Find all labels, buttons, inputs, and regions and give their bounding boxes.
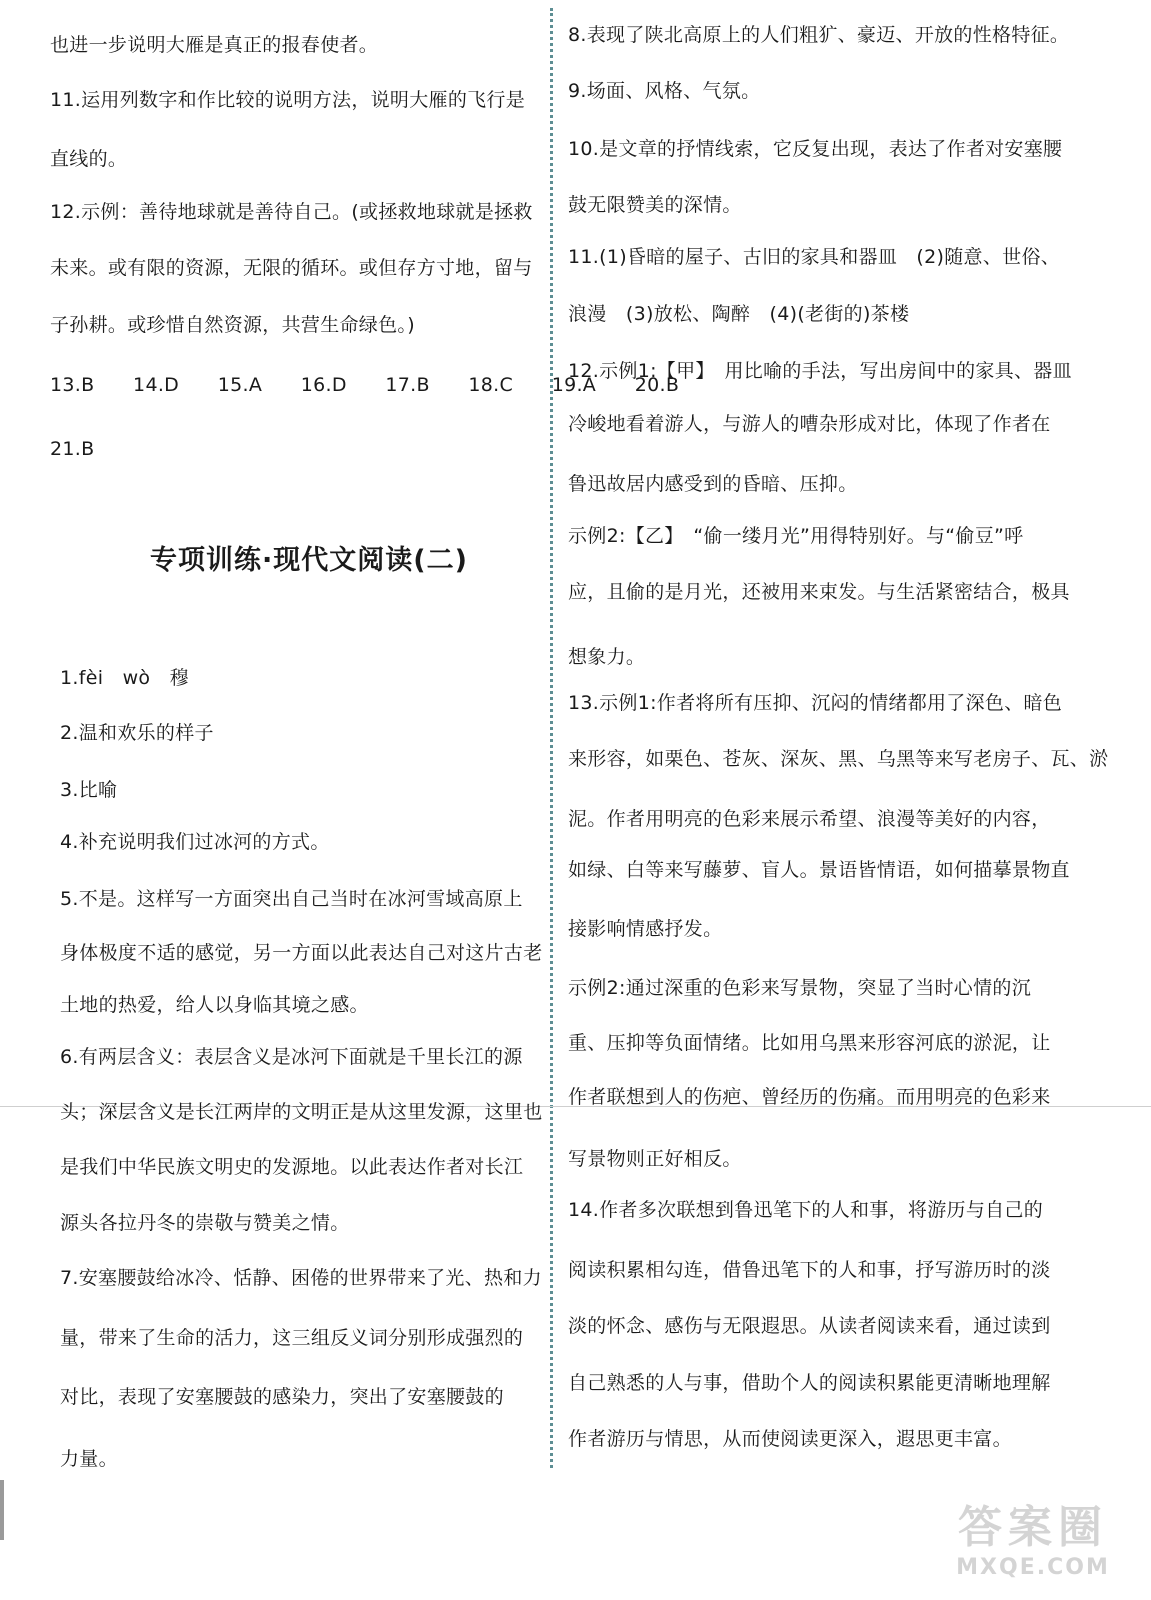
text-line: 7.安塞腰鼓给冰冷、恬静、困倦的世界带来了光、热和力	[60, 1267, 542, 1289]
text-line: 11.运用列数字和作比较的说明方法，说明大雁的飞行是	[50, 89, 526, 111]
text-line: 阅读积累相勾连，借鲁迅笔下的人和事，抒写游历时的淡	[568, 1259, 1051, 1281]
text-line: 应，且偷的是月光，还被用来束发。与生活紧密结合，极具	[568, 581, 1070, 603]
text-line: 冷峻地看着游人，与游人的嘈杂形成对比，体现了作者在	[568, 413, 1051, 435]
text-line: 未来。或有限的资源，无限的循环。或但存方寸地，留与	[50, 257, 533, 279]
text-line: 淡的怀念、感伤与无限遐思。从读者阅读来看，通过读到	[568, 1315, 1051, 1337]
text-line: 浪漫 (3)放松、陶醉 (4)(老街的)茶楼	[568, 303, 910, 325]
text-line: 土地的热爱，给人以身临其境之感。	[60, 994, 369, 1016]
text-line: 量，带来了生命的活力，这三组反义词分别形成强烈的	[60, 1327, 524, 1349]
text-line: 示例2:通过深重的色彩来写景物，突显了当时心情的沉	[568, 977, 1031, 999]
text-line: 12.示例：善待地球就是善待自己。(或拯救地球就是拯救	[50, 201, 533, 223]
text-line: 子孙耕。或珍惜自然资源，共营生命绿色。)	[50, 314, 415, 336]
text-line: 也进一步说明大雁是真正的报春使者。	[50, 34, 379, 56]
text-line: 14.作者多次联想到鲁迅笔下的人和事，将游历与自己的	[568, 1199, 1044, 1221]
text-line: 身体极度不适的感觉，另一方面以此表达自己对这片古老	[60, 942, 543, 964]
text-line: 自己熟悉的人与事，借助个人的阅读积累能更清晰地理解	[568, 1372, 1051, 1394]
watermark-url: MXQE.COM	[956, 1555, 1110, 1580]
text-line: 来形容，如栗色、苍灰、深灰、黑、乌黑等来写老房子、瓦、淤	[568, 748, 1109, 770]
text-line: 10.是文章的抒情线索，它反复出现，表达了作者对安塞腰	[568, 138, 1063, 160]
text-line: 接影响情感抒发。	[568, 918, 723, 940]
text-line: 对比，表现了安塞腰鼓的感染力，突出了安塞腰鼓的	[60, 1386, 504, 1408]
text-line: 作者联想到人的伤疤、曾经历的伤痛。而用明亮的色彩来	[568, 1086, 1051, 1108]
text-line: 鼓无限赞美的深情。	[568, 194, 742, 216]
text-line: 9.场面、风格、气氛。	[568, 80, 761, 102]
section-title: 专项训练·现代文阅读(二)	[150, 545, 468, 576]
text-line: 5.不是。这样写一方面突出自己当时在冰河雪域高原上	[60, 888, 523, 910]
text-line: 示例2:【乙】 “偷一缕月光”用得特别好。与“偷豆”呼	[568, 525, 1024, 547]
text-line: 是我们中华民族文明史的发源地。以此表达作者对长江	[60, 1156, 524, 1178]
text-line: 想象力。	[568, 646, 646, 668]
text-line: 2.温和欢乐的样子	[60, 722, 214, 744]
column-divider	[550, 8, 553, 1468]
text-line: 重、压抑等负面情绪。比如用乌黑来形容河底的淤泥，让	[568, 1032, 1051, 1054]
text-line: 写景物则正好相反。	[568, 1148, 742, 1170]
watermark-logo-text: 答案圈	[958, 1502, 1108, 1553]
text-line: 13.示例1:作者将所有压抑、沉闷的情绪都用了深色、暗色	[568, 692, 1063, 714]
text-line: 3.比喻	[60, 779, 118, 801]
text-line: 源头各拉丹冬的崇敬与赞美之情。	[60, 1212, 350, 1234]
text-line: 8.表现了陕北高原上的人们粗犷、豪迈、开放的性格特征。	[568, 24, 1070, 46]
text-line: 6.有两层含义：表层含义是冰河下面就是千里长江的源	[60, 1046, 523, 1068]
text-line: 作者游历与情思，从而使阅读更深入，遐思更丰富。	[568, 1428, 1012, 1450]
text-line: 4.补充说明我们过冰河的方式。	[60, 831, 330, 853]
text-line: 鲁迅故居内感受到的昏暗、压抑。	[568, 473, 858, 495]
page-edge-mark	[0, 1480, 4, 1540]
text-line: 直线的。	[50, 148, 128, 170]
text-line: 12.示例1:【甲】 用比喻的手法，写出房间中的家具、器皿	[568, 360, 1072, 382]
text-line: 头；深层含义是长江两岸的文明正是从这里发源，这里也	[60, 1101, 543, 1123]
text-line: 泥。作者用明亮的色彩来展示希望、浪漫等美好的内容，	[568, 808, 1051, 830]
text-line: 力量。	[60, 1448, 118, 1470]
text-line: 如绿、白等来写藤萝、盲人。景语皆情语，如何描摹景物直	[568, 859, 1070, 881]
answer-key-line: 13.B 14.D 15.A 16.D 17.B 18.C 19.A 20.B	[50, 374, 680, 396]
text-line: 1.fèi wò 穆	[60, 667, 189, 689]
site-watermark	[933, 1502, 1133, 1592]
answer-key-line: 21.B	[50, 438, 95, 460]
text-line: 11.(1)昏暗的屋子、古旧的家具和器皿 (2)随意、世俗、	[568, 246, 1061, 268]
